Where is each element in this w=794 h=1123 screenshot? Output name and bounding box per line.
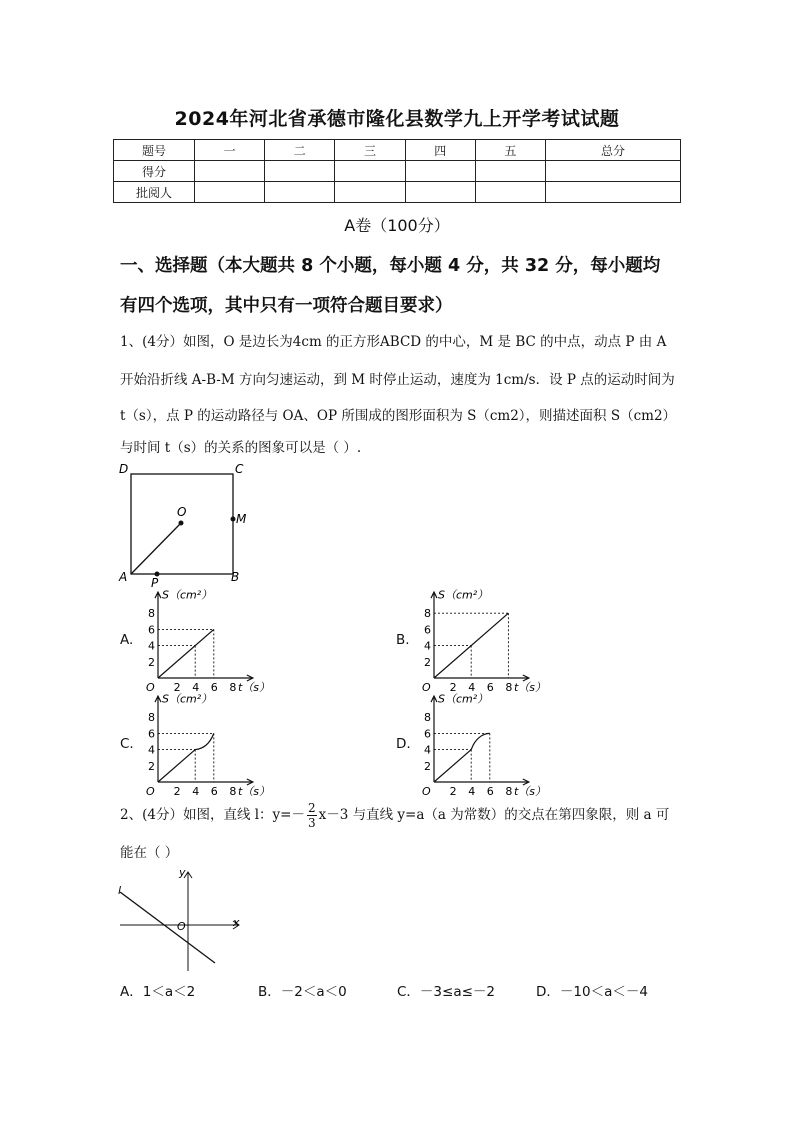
y-axis-label: S（cm²） bbox=[438, 588, 489, 602]
y-tick-label: 6 bbox=[424, 727, 431, 741]
section1-heading-line2: 有四个选项，其中只有一项符合题目要求） bbox=[120, 296, 453, 316]
x-tick-label: 2 bbox=[173, 785, 181, 798]
y-tick-label: 2 bbox=[424, 759, 431, 773]
score-table-cell: 五 bbox=[475, 140, 545, 161]
graph-curve bbox=[434, 613, 508, 678]
y-tick-label: 8 bbox=[424, 607, 431, 621]
graph-curve bbox=[195, 733, 214, 749]
q1-text-line4: 与时间 t（s）的关系的图象可以是（ ）. bbox=[120, 440, 362, 456]
y-tick-label: 4 bbox=[148, 743, 155, 757]
q2-label-l: l bbox=[118, 884, 122, 897]
score-table-cell: 二 bbox=[265, 140, 335, 161]
y-tick-label: 8 bbox=[148, 711, 155, 725]
q1-option-c-label[interactable]: C. bbox=[120, 736, 134, 752]
x-tick-label: 2 bbox=[173, 681, 181, 694]
x-axis-label: t（s） bbox=[513, 681, 547, 694]
y-tick-label: 2 bbox=[148, 759, 155, 773]
q1-option-a-label[interactable]: A. bbox=[120, 632, 134, 648]
q2-label-o: O bbox=[177, 920, 186, 933]
x-tick-label: 4 bbox=[192, 681, 200, 694]
x-tick-label: 2 bbox=[449, 681, 457, 694]
x-tick-label: 4 bbox=[192, 785, 200, 798]
q1-text-line2: 开始沿折线 A-B-M 方向匀速运动，到 M 时停止运动，速度为 1cm/s．设 P 点的运动时间为 bbox=[120, 372, 675, 388]
graph-curve bbox=[158, 750, 195, 782]
score-input-cell[interactable] bbox=[265, 161, 335, 182]
score-table-cell: 三 bbox=[335, 140, 405, 161]
q1-text-line1: 1、(4分）如图，O 是边长为4cm 的正方形ABCD 的中心，M 是 BC 的中点，动点 P 由 A bbox=[120, 334, 667, 350]
y-tick-label: 4 bbox=[424, 639, 431, 653]
q1-option-d-graph[interactable] bbox=[416, 690, 566, 800]
y-tick-label: 6 bbox=[148, 727, 155, 741]
q1-option-b-label[interactable]: B. bbox=[396, 632, 410, 648]
q2-frac-num: 2 bbox=[308, 801, 316, 815]
x-tick-label: 8 bbox=[505, 785, 513, 798]
x-tick-label: 4 bbox=[468, 785, 476, 798]
y-axis-label: S（cm²） bbox=[438, 692, 489, 706]
q1-option-b-graph[interactable] bbox=[416, 586, 566, 696]
x-axis-label: t（s） bbox=[513, 785, 547, 798]
score-input-cell[interactable] bbox=[405, 161, 475, 182]
y-tick-label: 4 bbox=[148, 639, 155, 653]
label-c: C bbox=[235, 462, 244, 476]
q2-frac-den: 3 bbox=[308, 816, 316, 830]
graph-curve bbox=[471, 733, 490, 749]
x-tick-label: 8 bbox=[229, 785, 237, 798]
y-tick-label: 8 bbox=[424, 711, 431, 725]
score-table-row bbox=[114, 161, 681, 182]
score-input-cell[interactable] bbox=[335, 161, 405, 182]
q2-label-y: y bbox=[179, 866, 186, 879]
label-m: M bbox=[236, 512, 247, 526]
x-axis-label: t（s） bbox=[237, 681, 271, 694]
origin-label: O bbox=[146, 785, 155, 798]
q2-label-x: x bbox=[233, 916, 240, 929]
score-table-header-row bbox=[114, 140, 681, 161]
q1-option-a-graph[interactable] bbox=[140, 586, 290, 696]
score-input-cell[interactable] bbox=[546, 182, 681, 203]
x-tick-label: 6 bbox=[486, 785, 494, 798]
q1-option-d-label[interactable]: D. bbox=[396, 736, 411, 752]
score-table bbox=[113, 139, 681, 203]
label-o: O bbox=[177, 505, 187, 519]
section-a-heading: A卷（100分） bbox=[344, 216, 450, 235]
y-tick-label: 4 bbox=[424, 743, 431, 757]
x-axis-label: t（s） bbox=[237, 785, 271, 798]
y-tick-label: 6 bbox=[424, 623, 431, 637]
q2-text-line2: 能在（ ） bbox=[120, 845, 179, 861]
q2-line-figure bbox=[115, 866, 250, 976]
q1-square-figure bbox=[115, 460, 255, 590]
point-o bbox=[179, 521, 184, 526]
score-input-cell[interactable] bbox=[546, 161, 681, 182]
q2-prefix: 2、(4分）如图，直线 l：y=－ bbox=[120, 807, 305, 823]
score-input-cell[interactable] bbox=[195, 182, 265, 203]
y-tick-label: 6 bbox=[148, 623, 155, 637]
score-input-cell[interactable] bbox=[335, 182, 405, 203]
q2-choice-c[interactable]: C．－3≤a≤－2 bbox=[397, 984, 496, 1000]
page-title: 2024年河北省承德市隆化县数学九上开学考试试题 bbox=[174, 108, 620, 130]
graph-curve bbox=[434, 750, 471, 782]
score-table-cell: 四 bbox=[405, 140, 475, 161]
x-tick-label: 4 bbox=[468, 681, 476, 694]
label-d: D bbox=[119, 462, 129, 476]
q2-fraction bbox=[307, 801, 317, 830]
q2-choice-d[interactable]: D．－10＜a＜－4 bbox=[536, 984, 648, 1000]
score-table-cell: 总分 bbox=[546, 140, 681, 161]
label-b: B bbox=[231, 570, 240, 584]
q2-choice-b[interactable]: B．－2＜a＜0 bbox=[258, 984, 347, 1000]
score-table-cell: 题号 bbox=[114, 140, 195, 161]
q1-option-c-graph[interactable] bbox=[140, 690, 290, 800]
score-table-row-label: 批阅人 bbox=[114, 182, 195, 203]
x-tick-label: 6 bbox=[210, 681, 218, 694]
label-p: P bbox=[151, 576, 159, 590]
origin-label: O bbox=[422, 681, 431, 694]
score-table-row bbox=[114, 182, 681, 203]
point-m bbox=[231, 517, 236, 522]
y-tick-label: 2 bbox=[424, 655, 431, 669]
q2-text-line1 bbox=[120, 801, 669, 830]
score-table-row-label: 得分 bbox=[114, 161, 195, 182]
origin-label: O bbox=[422, 785, 431, 798]
score-input-cell[interactable] bbox=[475, 182, 545, 203]
score-input-cell[interactable] bbox=[475, 161, 545, 182]
score-table-cell: 一 bbox=[195, 140, 265, 161]
q2-line-l bbox=[120, 892, 215, 963]
x-tick-label: 8 bbox=[229, 681, 237, 694]
x-tick-label: 6 bbox=[210, 785, 218, 798]
y-tick-label: 2 bbox=[148, 655, 155, 669]
score-input-cell[interactable] bbox=[195, 161, 265, 182]
score-input-cell[interactable] bbox=[265, 182, 335, 203]
q2-suffix: x－3 与直线 y=a（a 为常数）的交点在第四象限，则 a 可 bbox=[318, 807, 670, 823]
y-axis-label: S（cm²） bbox=[162, 692, 213, 706]
q2-choice-a[interactable]: A．1＜a＜2 bbox=[120, 984, 196, 1000]
x-tick-label: 2 bbox=[449, 785, 457, 798]
y-tick-label: 8 bbox=[148, 607, 155, 621]
label-a: A bbox=[119, 570, 128, 584]
x-tick-label: 6 bbox=[486, 681, 494, 694]
origin-label: O bbox=[146, 681, 155, 694]
graph-curve bbox=[158, 629, 214, 678]
segment-ao bbox=[131, 523, 181, 574]
y-axis-label: S（cm²） bbox=[162, 588, 213, 602]
q1-text-line3: t（s），点 P 的运动路径与 OA、OP 所围成的图形面积为 S（cm2），则描述面积 S（cm2） bbox=[120, 408, 677, 424]
x-tick-label: 8 bbox=[505, 681, 513, 694]
score-input-cell[interactable] bbox=[405, 182, 475, 203]
section1-heading-line1: 一、选择题（本大题共 8 个小题，每小题 4 分，共 32 分，每小题均 bbox=[120, 256, 661, 276]
